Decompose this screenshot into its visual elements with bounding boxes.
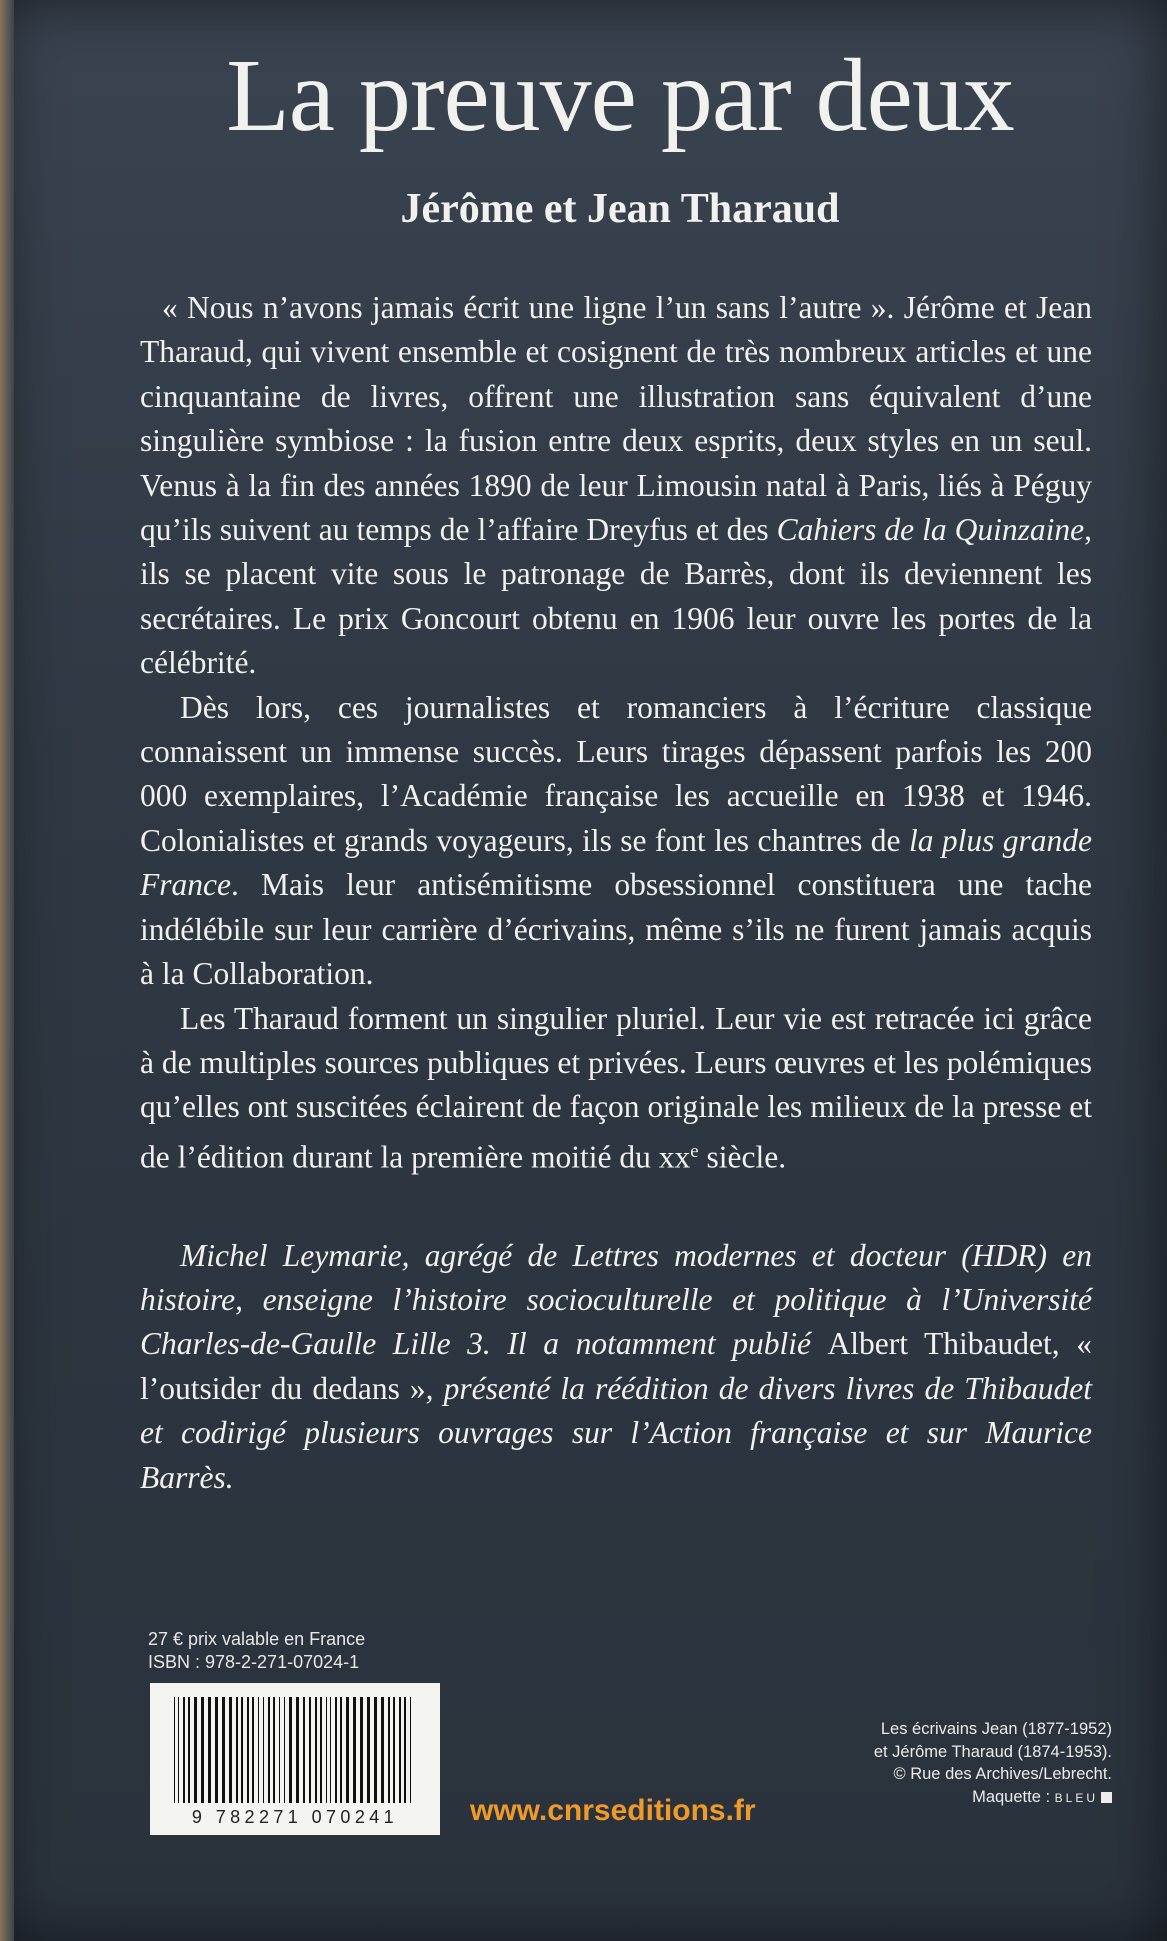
blurb-p2-text-b: . Mais leur antisémitisme obsessionnel constituera une tache indélébile sur leur carrière d’écrivains, même s’ils ne furent jamais acquis à la Collaboration.	[140, 867, 1092, 992]
maquette-credit	[692, 1786, 1112, 1810]
barcode-bar	[236, 1697, 238, 1803]
barcode-bar	[252, 1697, 254, 1803]
barcode-bar	[340, 1697, 342, 1803]
book-title: La preuve par deux	[226, 38, 1014, 153]
photo-credits	[692, 1718, 1112, 1809]
publisher-website: www.cnrseditions.fr	[470, 1794, 756, 1827]
book-authors: Jérôme et Jean Tharaud	[400, 186, 840, 232]
author-bio	[140, 1234, 1092, 1500]
barcode-bar	[194, 1697, 197, 1803]
barcode-bar	[273, 1697, 275, 1803]
blurb	[140, 286, 1092, 1500]
barcode-bar	[241, 1697, 243, 1803]
blurb-p3-text-a: Les Tharaud forment un singulier pluriel. Leur vie est retracée ici grâce à de multiples sources publiques et privées. Leurs œuvres et les polémiques qu’elles ont suscitées éclairent de façon originale les milieux de la presse et de l’édition durant la première moitié du xx	[140, 1000, 1092, 1175]
barcode-bar	[268, 1697, 270, 1803]
barcode-bar	[208, 1697, 211, 1803]
blurb-paragraph-1	[140, 286, 1092, 686]
barcode-bar	[353, 1697, 356, 1803]
blurb-paragraph-2	[140, 686, 1092, 997]
maquette-label: Maquette :	[972, 1787, 1051, 1806]
blurb-p1-text-b: , ils se placent vite sous le patronage de Barrès, dont ils deviennent les secrétaires. Le prix Goncourt obtenu en 1906 leur ouvre les portes de la célébrité.	[140, 512, 1092, 681]
barcode-bar	[263, 1697, 264, 1803]
barcode-bar	[183, 1697, 185, 1803]
price-isbn-block	[148, 1628, 365, 1674]
barcode-bar	[393, 1697, 395, 1803]
barcode-bar	[315, 1697, 317, 1803]
blurb-p1-italic-title: Cahiers de la Quinzaine	[776, 512, 1085, 548]
credit-line-3: © Rue des Archives/Lebrecht.	[893, 1765, 1112, 1783]
barcode-bar	[222, 1697, 225, 1803]
century-superscript: e	[690, 1140, 699, 1162]
barcode-bar	[374, 1697, 377, 1803]
barcode-bar	[279, 1697, 280, 1803]
barcode-bar	[381, 1697, 384, 1803]
barcode-bar	[410, 1697, 411, 1803]
barcode-bar	[258, 1697, 259, 1803]
barcode-bar	[367, 1697, 370, 1803]
barcode-bar	[320, 1697, 322, 1803]
credit-line-1: Les écrivains Jean (1877-1952)	[880, 1720, 1112, 1738]
barcode-bar	[330, 1697, 331, 1803]
barcode-bar	[309, 1697, 311, 1803]
barcode-bar	[289, 1697, 292, 1803]
blurb-paragraph-3	[140, 997, 1092, 1180]
barcode-bar	[247, 1697, 249, 1803]
credit-line-2: et Jérôme Tharaud (1874-1953).	[873, 1742, 1112, 1761]
isbn-line: ISBN : 978-2-271-07024-1	[148, 1652, 360, 1672]
barcode-bar	[360, 1697, 363, 1803]
designer-square-icon	[1101, 1792, 1112, 1803]
barcode	[150, 1683, 440, 1835]
barcode-bar	[188, 1697, 190, 1803]
blurb-p2-text-a: Dès lors, ces journalistes et romanciers à l’écriture classique connaissent un immense succès. Leurs tirages dépassent parfois les 200 000 exemplaires, l’Académie française les accueille en 1938 et 1946. Colonialistes et grands voyageurs, ils se font les chantres de	[140, 689, 1092, 858]
blurb-p3-text-b: siècle.	[698, 1139, 787, 1175]
barcode-digits: 9 782271 070241	[191, 1807, 399, 1827]
cover-edge	[0, 0, 14, 1941]
barcode-bar	[346, 1697, 349, 1803]
barcode-bar	[284, 1697, 285, 1803]
barcode-bar	[296, 1697, 299, 1803]
price-line: 27 € prix valable en France	[148, 1629, 366, 1649]
barcode-bar	[399, 1697, 401, 1803]
barcode-bar	[215, 1697, 218, 1803]
barcode-bar	[174, 1697, 175, 1803]
barcode-bar	[388, 1697, 390, 1803]
barcode-bar	[303, 1697, 305, 1803]
barcode-bar	[404, 1697, 406, 1803]
barcode-bar	[229, 1697, 232, 1803]
barcode-bar	[201, 1697, 204, 1803]
barcode-bar	[326, 1697, 327, 1803]
maquette-designer: BLEU	[1054, 1790, 1098, 1805]
author-bio-text-a: Michel Leymarie, agrégé de Lettres modernes et docteur (HDR) en histoire, enseigne l’histoire socioculturelle et politique à l’Université Charles-de-Gaulle Lille 3. Il a notamment publié	[140, 1237, 1092, 1362]
barcode-bars	[172, 1697, 418, 1805]
author-bio-book-title: Albert Thibaudet, « l’outsider du dedans »	[140, 1326, 1092, 1406]
barcode-bar	[335, 1697, 337, 1803]
blurb-p2-italic-phrase: la plus grande France	[140, 822, 1092, 903]
blurb-p1-text-a: « Nous n’avons jamais écrit une ligne l’un sans l’autre ». Jérôme et Jean Tharaud, qui vivent ensemble et cosignent de très nombreux articles et une cinquantaine de livres, offrent une illustration sans équivalent d’une singulière symbiose : la fusion entre deux esprits, deux styles en un seul. Venus à la fin des années 1890 de leur Limousin natal à Paris, liés à Péguy qu’ils suivent au temps de l’affaire Dreyfus et des	[140, 290, 1092, 548]
barcode-bar	[178, 1697, 179, 1803]
author-bio-text-b: , présenté la réédition de divers livres de Thibaudet et codirigé plusieurs ouvrages sur l’Action française et sur Maurice Barrès.	[140, 1370, 1093, 1495]
